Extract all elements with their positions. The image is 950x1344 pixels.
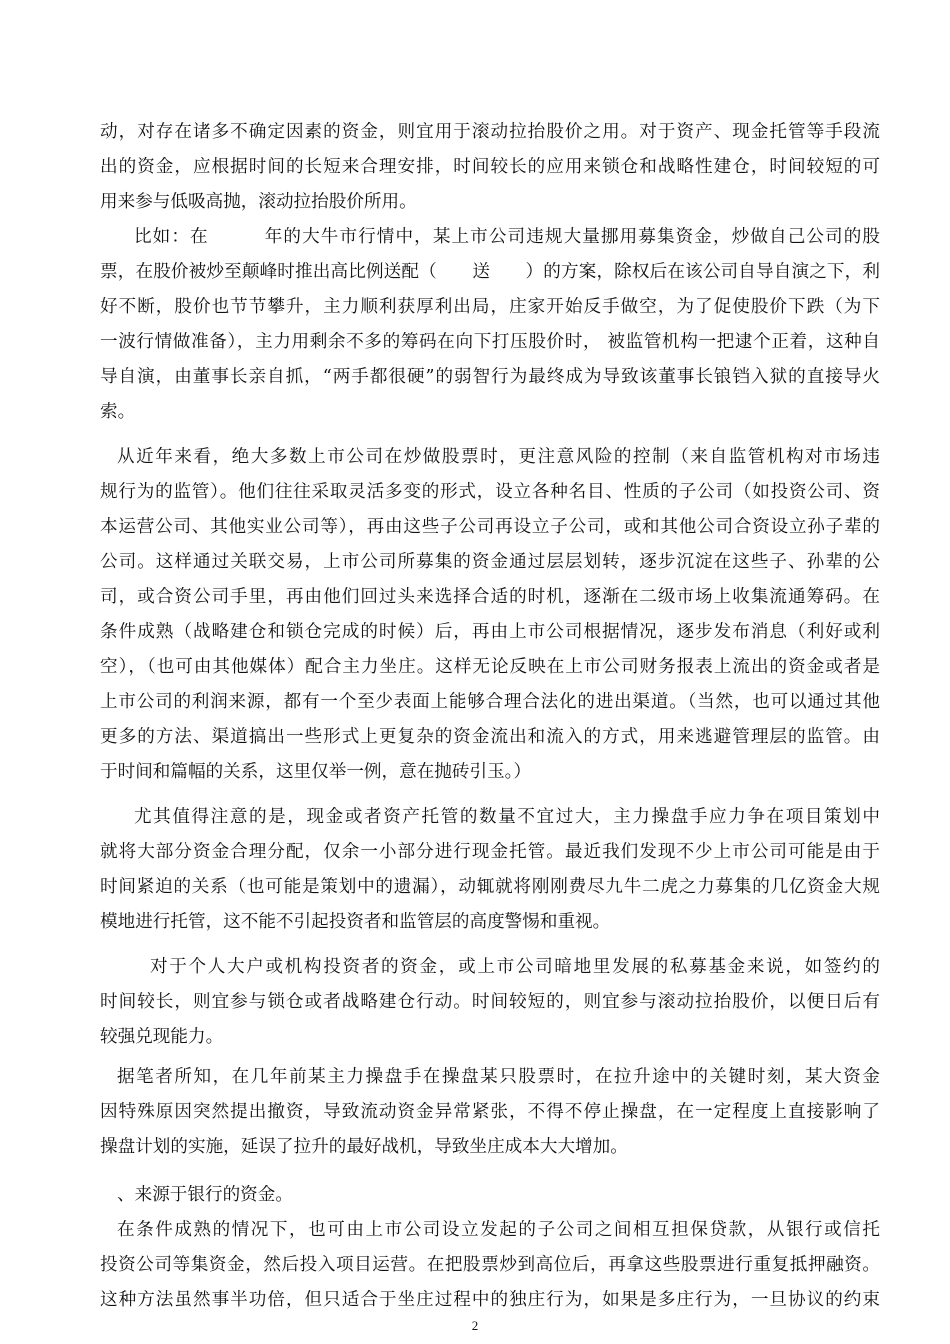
page-number: 2 xyxy=(471,1318,479,1333)
text-line: 据笔者所知，在几年前某主力操盘手在操盘某只股票时，在拉升途中的关键时刻，某大资金 xyxy=(117,1067,880,1087)
text-line: 较强兑现能力。 xyxy=(100,1027,224,1047)
text-line: 一波行情做准备），主力用剩余不多的筹码在向下打压股价时， 被监管机构一把逮个正着，这种自 xyxy=(100,332,880,352)
text-line: 导自演，由董事长亲自抓，“两手都很硬”的弱智行为最终成为导致该董事长锒铛入狱的直接导火 xyxy=(100,367,880,387)
text-line: 出的资金，应根据时间的长短来合理安排，时间较长的应用来锁仓和战略性建仓，时间较短的可 xyxy=(100,157,880,177)
text-line: 更多的方法、渠道搞出一些形式上更复杂的资金流出和流入的方式，用来逃避管理层的监管。由 xyxy=(100,727,880,747)
text-line: 从近年来看，绝大多数上市公司在炒做股票时，更注意风险的控制（来自监管机构对市场违 xyxy=(117,447,880,467)
text-line: 规行为的监管）。他们往往采取灵活多变的形式，设立各种名目、性质的子公司（如投资公司、资 xyxy=(100,482,880,502)
text-line: 在条件成熟的情况下，也可由上市公司设立发起的子公司之间相互担保贷款，从银行或信托 xyxy=(117,1220,880,1240)
text-line: 操盘计划的实施，延误了拉升的最好战机，导致坐庄成本大大增加。 xyxy=(100,1137,628,1157)
text-line: 动，对存在诸多不确定因素的资金，则宜用于滚动拉抬股价之用。对于资产、现金托管等手段流 xyxy=(100,122,880,142)
text-line: 比如：在 年的大牛市行情中，某上市公司违规大量挪用募集资金，炒做自己公司的股 xyxy=(134,227,880,247)
text-line: 模地进行托管，这不能不引起投资者和监管层的高度警惕和重视。 xyxy=(100,912,611,932)
text-line: 好不断，股价也节节攀升，主力顺利获厚利出局，庄家开始反手做空，为了促使股价下跌（为下 xyxy=(100,297,880,317)
text-line: 投资公司等集资金，然后投入项目运营。在把股票炒到高位后，再拿这些股票进行重复抵押融资。 xyxy=(100,1255,880,1275)
text-line: 对于个人大户或机构投资者的资金，或上市公司暗地里发展的私募基金来说，如签约的 xyxy=(150,957,880,977)
text-line: 索。 xyxy=(100,402,136,422)
text-line: 票，在股价被炒至颠峰时推出高比例送配（ 送 ）的方案，除权后在该公司自导自演之下，利 xyxy=(100,262,880,282)
text-line: 尤其值得注意的是，现金或者资产托管的数量不宜过大，主力操盘手应力争在项目策划中 xyxy=(134,807,880,827)
text-line: 上市公司的利润来源，都有一个至少表面上能够合理合法化的进出渠道。（当然，也可以通过其他 xyxy=(100,692,880,712)
text-line: 用来参与低吸高抛，滚动拉抬股价所用。 xyxy=(100,192,417,212)
text-line: 这种方法虽然事半功倍，但只适合于坐庄过程中的独庄行为，如果是多庄行为，一旦协议的约束 xyxy=(100,1290,880,1310)
text-line: 公司。这样通过关联交易，上市公司所募集的资金通过层层划转，逐步沉淀在这些子、孙辈的公 xyxy=(100,552,880,572)
text-line: 时间较长，则宜参与锁仓或者战略建仓行动。时间较短的，则宜参与滚动拉抬股价，以便日后有 xyxy=(100,992,880,1012)
text-line: 空），（也可由其他媒体）配合主力坐庄。这样无论反映在上市公司财务报表上流出的资金或者是 xyxy=(100,657,880,677)
section-heading: 、来源于银行的资金。 xyxy=(117,1185,293,1205)
text-line: 本运营公司、其他实业公司等），再由这些子公司再设立子公司，或和其他公司合资设立孙子辈的 xyxy=(100,517,880,537)
text-line: 就将大部分资金合理分配，仅余一小部分进行现金托管。最近我们发现不少上市公司可能是由于 xyxy=(100,842,880,862)
text-line: 时间紧迫的关系（也可能是策划中的遗漏），动辄就将刚刚费尽九牛二虎之力募集的几亿资金大规 xyxy=(100,877,880,897)
text-line: 司，或合资公司手里，再由他们回过头来选择合适的时机，逐渐在二级市场上收集流通筹码。在 xyxy=(100,587,880,607)
text-line: 因特殊原因突然提出撤资，导致流动资金异常紧张，不得不停止操盘，在一定程度上直接影响了 xyxy=(100,1102,880,1122)
text-line: 于时间和篇幅的关系，这里仅举一例，意在抛砖引玉。） xyxy=(100,762,532,782)
text-line: 条件成熟（战略建仓和锁仓完成的时候）后，再由上市公司根据情况，逐步发布消息（利好或利 xyxy=(100,622,880,642)
